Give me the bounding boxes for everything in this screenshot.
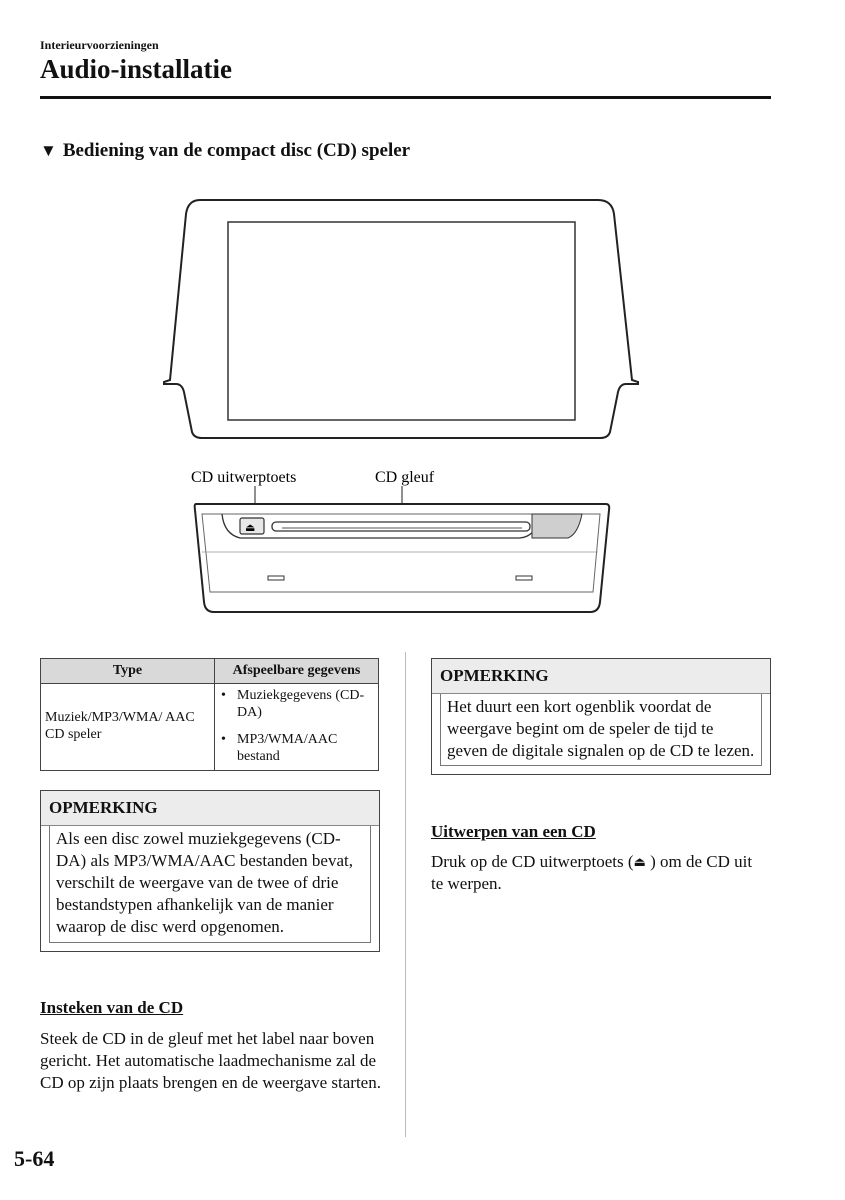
note-box-right (431, 658, 771, 775)
table-header-type: Type (41, 659, 215, 684)
panel-indicator-left (268, 576, 284, 580)
note-text: Als een disc zowel muziekgegevens (CD-DA) als MP3/WMA/AAC bestanden bevat, verschilt de weergave van de twee of drie bestandstypen afhankelijk van de manier waarop de disc werd opgenomen. (49, 826, 371, 942)
ejecting-heading: Uitwerpen van een CD (431, 822, 596, 841)
eject-icon: ⏏ (633, 854, 646, 869)
table-cell-data (215, 684, 379, 771)
display-screen (228, 222, 575, 420)
table-header-data: Afspeelbare gegevens (215, 659, 379, 684)
playable-data-table (40, 658, 379, 771)
cd-slot (272, 522, 530, 531)
subheading (40, 140, 410, 162)
page-number: 5-64 (14, 1146, 55, 1171)
section-label: Interieurvoorzieningen (40, 38, 159, 52)
ejecting-text (431, 851, 766, 895)
note-box-left (40, 790, 380, 952)
callout-slot-label: CD gleuf (375, 469, 435, 486)
list-item: • MP3/WMA/AAC bestand (219, 732, 374, 766)
note-heading: OPMERKING (432, 659, 770, 694)
callout-eject-label: CD uitwerptoets (191, 469, 297, 486)
panel-indicator-right (516, 576, 532, 580)
note-heading: OPMERKING (41, 791, 379, 826)
column-divider (405, 652, 406, 1137)
triangle-marker-icon: ▼ (40, 141, 57, 160)
note-text: Het duurt een kort ogenblik voordat de weergave begint om de speler de tijd te geven de digitale signalen op de CD te lezen. (440, 694, 762, 766)
audio-unit-illustration (160, 192, 650, 622)
table-row (41, 684, 379, 771)
table-cell-type: Muziek/MP3/WMA/ AAC CD speler (41, 684, 215, 771)
inserting-heading: Insteken van de CD (40, 998, 184, 1017)
title-divider (40, 96, 771, 99)
ejecting-text-before: Druk op de CD uitwerptoets ( (431, 852, 634, 871)
eject-icon: ⏏ (245, 521, 256, 534)
ejecting-text-after: ) om de CD uit te werpen. (431, 852, 753, 894)
inserting-text: Steek de CD in de gleuf met het label naar boven gericht. Het automatische laadmechanisme zal de CD op zijn plaats brengen en de weergave starten. (40, 1029, 381, 1093)
page-title: Audio-installatie (40, 54, 233, 84)
list-item: • Muziekgegevens (CD-DA) (219, 688, 374, 722)
subheading-text: Bediening van de compact disc (CD) speler (62, 140, 411, 161)
